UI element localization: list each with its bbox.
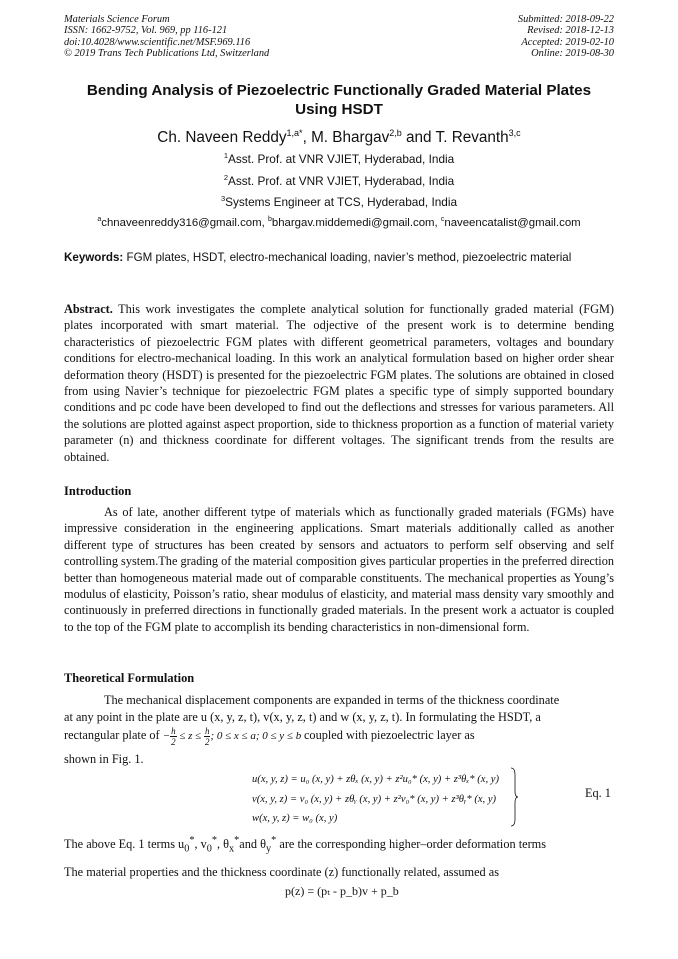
equation-1-row-u: u(x, y, z) = u₀ (x, y) + zθₓ (x, y) + z²u₀* (x, y) + z³θₓ* (x, y) <box>252 774 499 785</box>
affiliation-2-text: Asst. Prof. at VNR VJIET, Hyderabad, India <box>227 173 455 188</box>
author-1-sup: 1,a* <box>286 128 303 138</box>
abstract-text: This work investigates the complete analytical solution for functionally graded material (FGM) plates incorporated with smart material. The odjective of the present work is to determine bending characteristics of piezoelectric FGM plates with different geometrical parameters, voltages and boundary conditions for electro-mechanical loading. In this work an analytical formulation based on higher order shear deformation theory (HSDT) is presented for the piezoelectric FGM plates. The solutions are obtained in closed from using Navier’s technique for piezoelectric FGM plates a specific type of simply supported boundary conditions and pc code have been developed to find out the deflections and stresses for various parameters. All the solutions are plotted against aspect proportion, side to thickness proportion as a function of material variety parameter (n) and thickness coordinate for different voltages. The significant trends from the results are obtained. <box>64 302 614 464</box>
theory-line-3-start: rectangular plate of <box>64 728 160 743</box>
journal-copyright: © 2019 Trans Tech Publications Ltd, Switzerland <box>64 48 270 60</box>
email-b: bhargav.middemedi@gmail.com, <box>271 216 441 229</box>
affiliation-1-sup: 1 <box>223 151 228 160</box>
journal-doi: doi:10.4028/www.scientific.net/MSF.969.116 <box>64 36 251 48</box>
keywords-text: FGM plates, HSDT, electro-mechanical loading, navier’s method, piezoelectric material <box>123 251 572 264</box>
affiliation-3 <box>64 194 614 209</box>
author-2: M. Bhargav <box>311 129 390 147</box>
terms-text-start: The above Eq. 1 terms u <box>64 837 185 852</box>
fraction-denominator: 2 <box>204 737 210 747</box>
abstract-label: Abstract. <box>64 302 113 316</box>
date-accepted: Accepted: 2019-02-10 <box>521 36 614 48</box>
journal-issn: ISSN: 1662-9752, Vol. 969, pp 116-121 <box>64 25 228 37</box>
paper-title <box>64 81 614 119</box>
email-c: naveencatalist@gmail.com <box>444 216 581 229</box>
minus-sign: − <box>162 730 171 743</box>
theory-line-4: shown in Fig. 1. <box>64 752 144 766</box>
email-a: chnaveenreddy316@gmail.com, <box>101 216 268 229</box>
affiliation-3-sup: 3 <box>220 194 226 203</box>
terms-sup-1: * <box>189 835 195 846</box>
right-brace-icon <box>510 767 518 827</box>
author-separator-1: , <box>302 129 312 147</box>
date-submitted: Submitted: 2018-09-22 <box>517 14 614 25</box>
affiliation-2-sup: 2 <box>223 173 228 182</box>
keywords <box>64 251 614 265</box>
equation-1-row-w: w(x, y, z) = w₀ (x, y) <box>252 813 338 824</box>
theory-line-2: at any point in the plate are u (x, y, z, t), v(x, y, z, t) and w (x, y, z, t). In formulating the HSDT, a <box>64 710 541 724</box>
material-properties-line: The material properties and the thickness coordinate (z) functionally related, assumed as <box>64 865 500 879</box>
author-2-sup: 2,b <box>389 128 402 138</box>
fraction-numerator: h <box>204 726 210 736</box>
terms-text-3: , θ <box>217 837 230 852</box>
author-separator-2: and <box>401 129 436 147</box>
author-emails <box>64 216 614 229</box>
equation-1-label: Eq. 1 <box>585 786 611 800</box>
terms-text-4: and θ <box>239 837 267 852</box>
section-heading-introduction: Introduction <box>64 484 132 498</box>
z-inequality: ≤ z ≤ <box>179 730 202 743</box>
material-property-equation: p(z) = (pₜ - p_b)v + p_b <box>285 884 399 898</box>
terms-sub-4: y <box>266 843 272 855</box>
date-revised: Revised: 2018-12-13 <box>527 25 614 37</box>
email-a-sup: a <box>97 216 102 223</box>
fraction-numerator: h <box>171 726 176 736</box>
date-online: Online: 2019-08-30 <box>531 48 614 60</box>
terms-sub-3: x <box>229 843 235 855</box>
plate-domain-inequality <box>162 726 304 747</box>
terms-sub-2: 0 <box>206 843 212 855</box>
equation-1-row-v: v(x, y, z) = v₀ (x, y) + zθᵧ (x, y) + z²v₀* (x, y) + z³θᵧ* (x, y) <box>252 793 497 805</box>
author-3: T. Revanth <box>435 129 509 147</box>
equation-1-block <box>252 770 499 829</box>
paper-title-line2: Using HSDT <box>295 101 383 118</box>
affiliation-1-text: Asst. Prof. at VNR VJIET, Hyderabad, India <box>227 151 455 166</box>
email-c-sup: c <box>440 216 445 223</box>
terms-sup-3: * <box>234 835 240 846</box>
xy-inequality: ; 0 ≤ x ≤ a; 0 ≤ y ≤ b <box>210 730 302 743</box>
abstract <box>64 301 614 465</box>
theory-line-3-end: coupled with piezoelectric layer as <box>303 728 475 743</box>
affiliation-3-text: Systems Engineer at TCS, Hyderabad, India <box>225 194 458 209</box>
fraction-denominator: 2 <box>171 737 176 747</box>
email-b-sup: b <box>267 216 272 223</box>
journal-header-right <box>518 14 614 60</box>
author-3-sup: 3,c <box>508 128 521 138</box>
half-thickness-fraction-lower <box>170 726 177 747</box>
theory-line-3 <box>64 726 614 747</box>
introduction-text: As of late, another different tytpe of materials which as functionally graded materials (FGMs) have impressive consideration in the engineering applications. Smart materials additionally called as another different type of structures has been created by sensors and actuators to perform self observing and self controlling system.The grading of the material composition gives particular properties in the preferred direction better than homogeneous material made out of comparable constituents. The mechanical properties as Young’s modulus of elasticity, Poisson’s ratio, shear modulus of elasticity, and material mass density vary smoothly and continuously in preferred directions in functionally graded materials. In the present work a actuator is coupled to the top of the FGM plate to accomplish its bending characteristics in non-dimensional form. <box>64 505 614 634</box>
terms-text-2: , v <box>194 837 207 852</box>
affiliation-2 <box>64 173 614 188</box>
paper-title-line1: Bending Analysis of Piezoelectric Functionally Graded Material Plates <box>86 82 592 99</box>
terms-sup-2: * <box>211 835 217 846</box>
author-list <box>64 123 614 148</box>
terms-sub-1: 0 <box>184 843 190 855</box>
theory-line-1: The mechanical displacement components are expanded in terms of the thickness coordinate <box>104 693 560 707</box>
equation-terms-line <box>64 835 614 855</box>
affiliation-1 <box>64 151 614 166</box>
terms-sup-4: * <box>271 835 277 846</box>
terms-text-end: are the corresponding higher–order deformation terms <box>276 837 547 852</box>
section-heading-theoretical-formulation: Theoretical Formulation <box>64 671 195 685</box>
journal-name: Materials Science Forum <box>64 14 170 25</box>
journal-header-left <box>64 14 269 60</box>
author-1: Ch. Naveen Reddy <box>157 129 287 147</box>
keywords-label: Keywords: <box>64 251 124 264</box>
